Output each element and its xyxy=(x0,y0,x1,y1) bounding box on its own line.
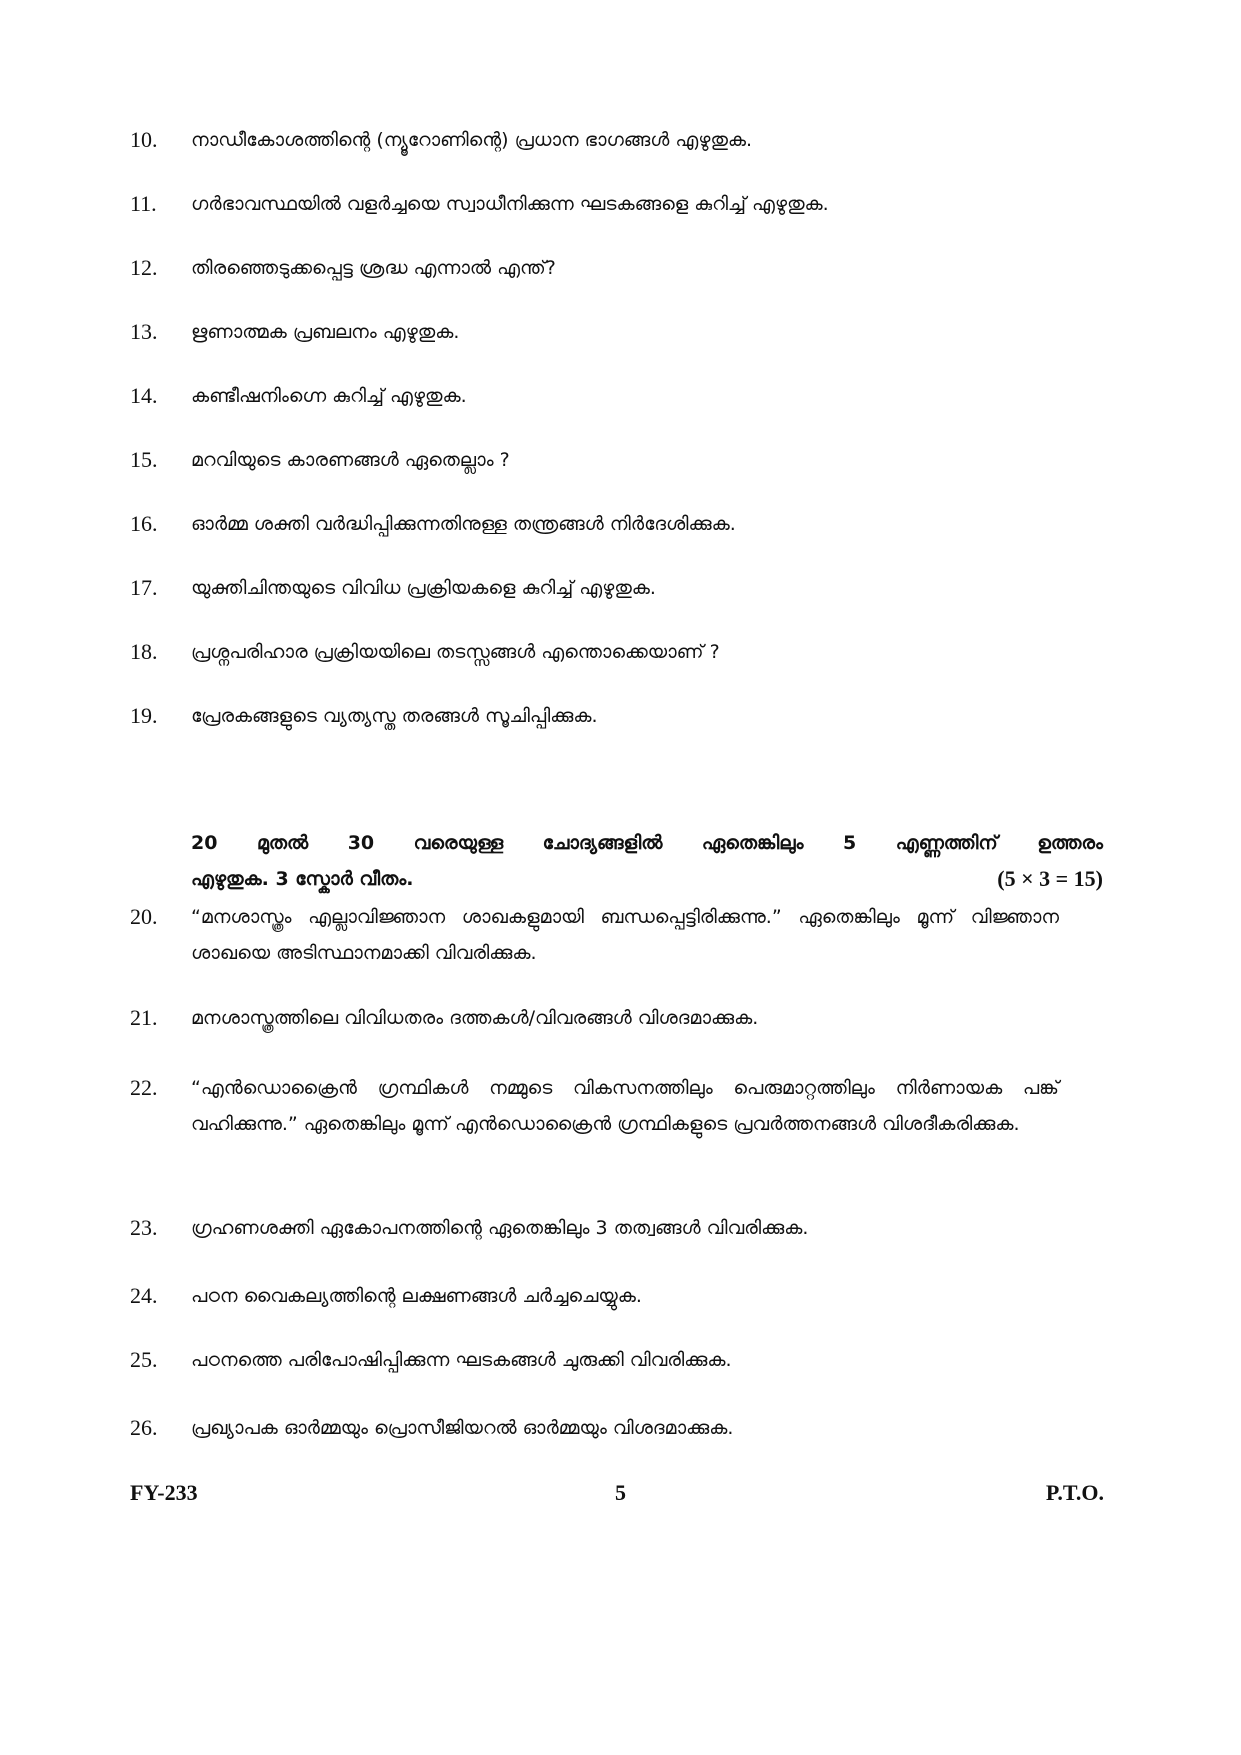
question-text: ഓർമ്മ ശക്തി വർദ്ധിപ്പിക്കുന്നതിനുള്ള തന്ത്രങ്ങൾ നിർദേശിക്കുക. xyxy=(191,513,736,535)
question-text: പ്രശ്നപരിഹാര പ്രക്രിയയിലെ തടസ്സങ്ങൾ എന്തൊക്കെയാണ് ? xyxy=(191,641,720,663)
section-marks: (5 × 3 = 15) xyxy=(997,866,1103,891)
question-number: 10. xyxy=(130,127,158,152)
section-instruction-line-2 xyxy=(191,861,1103,897)
question-text: പ്രേരകങ്ങളുടെ വ്യത്യസ്ത തരങ്ങൾ സൂചിപ്പിക്കുക. xyxy=(191,705,598,727)
question-number: 16. xyxy=(130,511,158,536)
question-number: 15. xyxy=(130,447,158,472)
section-instruction-text: എഴുതുക. 3 സ്കോർ വീതം. xyxy=(191,868,414,890)
question-text: ഋണാത്മക പ്രബലനം എഴുതുക. xyxy=(191,321,460,343)
question-number: 12. xyxy=(130,255,158,280)
question-text: കണ്ടീഷനിംഗ്നെ കുറിച്ച് എഴുതുക. xyxy=(191,385,467,407)
question-number: 18. xyxy=(130,639,158,664)
question-number: 25. xyxy=(130,1347,158,1372)
question-number: 22. xyxy=(130,1075,158,1100)
question-number: 24. xyxy=(130,1283,158,1308)
question-text: പഠന വൈകല്യത്തിന്റെ ലക്ഷണങ്ങൾ ചർച്ചചെയ്യുക. xyxy=(191,1285,642,1307)
question-number: 19. xyxy=(130,703,158,728)
question-text: “മനശാസ്ത്രം എല്ലാവിജ്ഞാന ശാഖകളുമായി ബന്ധപ്പെട്ടിരിക്കുന്നു.” ഏതെങ്കിലും മൂന്ന് വിജ്ഞാന ശാഖയെ അടിസ്ഥാനമാക്കി വിവരിക്കുക. xyxy=(191,906,1059,964)
section-instruction-line-1: 20 മുതൽ 30 വരെയുള്ള ചോദ്യങ്ങളിൽ ഏതെങ്കിലും 5 എണ്ണത്തിന് ഉത്തരം xyxy=(191,832,1103,854)
paper-code: FY-233 xyxy=(130,1480,198,1505)
question-number: 21. xyxy=(130,1005,158,1030)
question-text: മറവിയുടെ കാരണങ്ങൾ ഏതെല്ലാം ? xyxy=(191,449,510,471)
question-text: മനശാസ്ത്രത്തിലെ വിവിധതരം ദത്തകൾ/വിവരങ്ങൾ വിശദമാക്കുക. xyxy=(191,1007,759,1029)
question-text: പഠനത്തെ പരിപോഷിപ്പിക്കുന്ന ഘടകങ്ങൾ ചുരുക്കി വിവരിക്കുക. xyxy=(191,1349,732,1371)
question-text: ഗർഭാവസ്ഥയിൽ വളർച്ചയെ സ്വാധീനിക്കുന്ന ഘടകങ്ങളെ കുറിച്ച് എഴുതുക. xyxy=(191,193,829,215)
question-text: നാഡീകോശത്തിന്റെ (ന്യൂറോണിന്റെ) പ്രധാന ഭാഗങ്ങൾ എഴുതുക. xyxy=(191,129,753,151)
question-number: 11. xyxy=(130,191,157,216)
question-number: 20. xyxy=(130,904,158,929)
question-number: 14. xyxy=(130,383,158,408)
question-text: പ്രഖ്യാപക ഓർമ്മയും പ്രൊസീജിയറൽ ഓർമ്മയും വിശദമാക്കുക. xyxy=(191,1417,734,1439)
question-text: “എൻഡൊക്രൈൻ ഗ്രന്ഥികൾ നമ്മുടെ വികസനത്തിലും പെരുമാറ്റത്തിലും നിർണായക പങ്ക് വഹിക്കുന്നു.” ഏതെങ്കിലും മൂന്ന് എൻഡൊക്രൈൻ ഗ്രന്ഥികളുടെ പ്രവർത്തനങ്ങൾ വിശദീകരിക്കുക. xyxy=(191,1077,1059,1135)
pto-label: P.T.O. xyxy=(1045,1480,1104,1505)
question-text: ഗ്രഹണശക്തി ഏകോപനത്തിന്റെ ഏതെങ്കിലും 3 തത്വങ്ങൾ വിവരിക്കുക. xyxy=(191,1217,809,1239)
question-number: 17. xyxy=(130,575,158,600)
question-text: യുക്തിചിന്തയുടെ വിവിധ പ്രക്രിയകളെ കുറിച്ച് എഴുതുക. xyxy=(191,577,656,599)
section-instructions xyxy=(191,825,1103,897)
question-text: തിരഞ്ഞെടുക്കപ്പെട്ട ശ്രദ്ധ എന്നാൽ എന്ത്? xyxy=(191,257,556,279)
question-number: 23. xyxy=(130,1215,158,1240)
question-number: 13. xyxy=(130,319,158,344)
question-number: 26. xyxy=(130,1415,158,1440)
page-number: 5 xyxy=(615,1480,626,1505)
